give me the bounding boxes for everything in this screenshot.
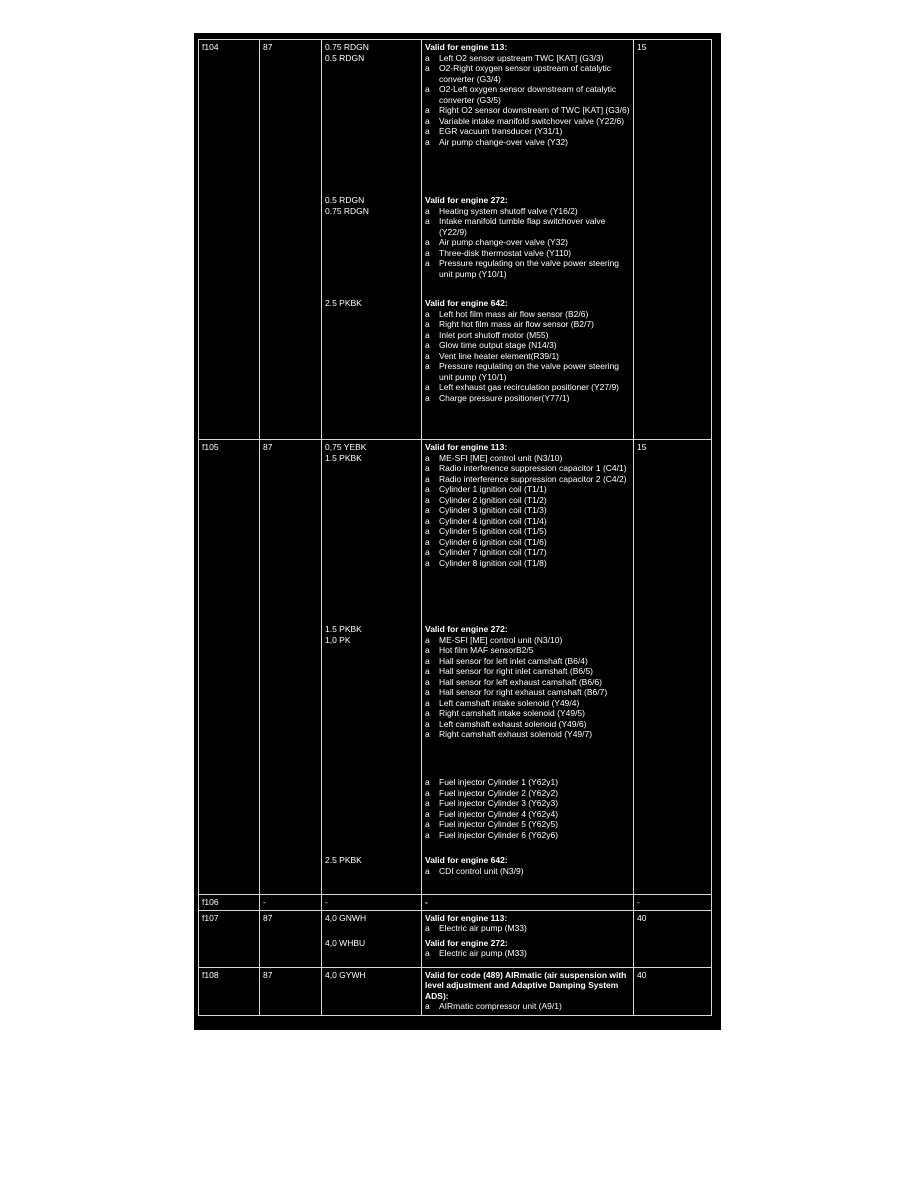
bullet-icon: a xyxy=(425,557,430,568)
bullet-icon: a xyxy=(425,308,430,319)
component-item xyxy=(425,923,630,934)
wire-group xyxy=(325,913,418,938)
bullet-icon: a xyxy=(425,136,430,147)
component-item xyxy=(425,474,630,485)
bullet-icon: a xyxy=(425,676,430,687)
component-text: Left exhaust gas recirculation positioner (Y27/9) xyxy=(439,382,620,392)
component-item xyxy=(425,635,630,646)
bullet-icon: a xyxy=(425,126,430,136)
group-header: Valid for engine 272: xyxy=(425,624,508,634)
group-header: Valid for code (489) AIRmatic (air suspension with level adjustment and Adaptive Damping System ADS): xyxy=(425,969,627,1001)
component-group xyxy=(425,970,630,1012)
component-list xyxy=(425,635,630,740)
bullet-icon: a xyxy=(425,329,430,340)
component-text: Inlet port shutoff motor (M55) xyxy=(439,329,549,340)
bullet-icon: a xyxy=(425,526,430,536)
component-item xyxy=(425,698,630,709)
fuse-table xyxy=(198,39,712,1016)
bullet-icon: a xyxy=(425,787,430,798)
bullet-icon: a xyxy=(425,452,430,463)
bullet-icon: a xyxy=(425,463,430,473)
component-text: Hall sensor for right inlet camshaft (B6/5) xyxy=(439,666,594,676)
component-item xyxy=(425,248,630,259)
component-item xyxy=(425,84,630,105)
component-item xyxy=(425,526,630,537)
bullet-icon: a xyxy=(425,382,430,392)
component-list xyxy=(425,453,630,569)
component-item xyxy=(425,777,630,788)
fuse-row xyxy=(199,440,712,895)
bullet-icon: a xyxy=(425,350,430,361)
component-item xyxy=(425,719,630,730)
description-cell xyxy=(422,440,634,895)
component-item xyxy=(425,361,630,382)
component-item xyxy=(425,463,630,474)
bullet-icon: a xyxy=(425,708,430,718)
group-header: Valid for engine 272: xyxy=(425,195,508,205)
bullet-icon: a xyxy=(425,923,430,933)
amperage-cell: 40 xyxy=(634,910,712,967)
component-list xyxy=(425,53,630,148)
component-text: Cylinder 3 ignition coil (T1/3) xyxy=(439,505,547,515)
wire-cell xyxy=(322,40,422,440)
component-item xyxy=(425,484,630,495)
group-header: Valid for engine 642: xyxy=(425,855,508,865)
component-item xyxy=(425,708,630,719)
wire-spec: 4,0 WHBU xyxy=(325,937,366,948)
bullet-icon: a xyxy=(425,655,430,666)
component-group xyxy=(425,938,630,959)
component-item xyxy=(425,206,630,217)
bullet-icon: a xyxy=(425,697,430,708)
component-text: Right O2 sensor downstream of TWC [KAT] (G3/6) xyxy=(439,105,630,115)
component-text: Cylinder 4 ignition coil (T1/4) xyxy=(439,515,547,526)
component-text: Fuel injector Cylinder 5 (Y62y5) xyxy=(439,819,559,829)
component-item xyxy=(425,105,630,116)
bullet-icon: a xyxy=(425,216,430,226)
component-text: Vent line heater element(R39/1) xyxy=(439,350,560,361)
bullet-icon: a xyxy=(425,808,430,819)
wire-group xyxy=(325,855,418,866)
bullet-icon: a xyxy=(425,205,430,216)
bullet-icon: a xyxy=(425,798,430,808)
fuse-id-cell: f106 xyxy=(199,895,260,911)
component-group xyxy=(425,897,630,908)
amperage-cell: - xyxy=(634,895,712,911)
component-item xyxy=(425,340,630,351)
fuse-id-cell: f104 xyxy=(199,40,260,440)
bullet-icon: a xyxy=(425,258,430,268)
component-list xyxy=(425,777,630,840)
bullet-icon: a xyxy=(425,247,430,258)
wire-cell xyxy=(322,440,422,895)
wire-spec: 4,0 GYWH xyxy=(325,969,366,980)
component-item xyxy=(425,495,630,506)
component-text: Right camshaft intake solenoid (Y49/5) xyxy=(439,708,585,718)
component-item xyxy=(425,656,630,667)
wire-spec: 0.5 RDGN xyxy=(325,52,365,63)
component-text: Left O2 sensor upstream TWC [KAT] (G3/3) xyxy=(439,52,604,63)
group-header: Valid for engine 113: xyxy=(425,912,508,923)
wire-spec: 0.75 RDGN xyxy=(325,42,369,52)
component-text: Cylinder 2 ignition coil (T1/2) xyxy=(439,494,547,505)
component-group xyxy=(425,777,630,855)
component-text: Cylinder 7 ignition coil (T1/7) xyxy=(439,547,547,557)
bullet-icon: a xyxy=(425,319,430,329)
bullet-icon: a xyxy=(425,948,430,958)
group-header: - xyxy=(425,897,428,907)
component-item xyxy=(425,505,630,516)
component-group xyxy=(425,298,630,403)
component-list xyxy=(425,866,630,877)
bullet-icon: a xyxy=(425,666,430,676)
component-item xyxy=(425,393,630,404)
component-item xyxy=(425,63,630,84)
component-text: O2-Left oxygen sensor downstream of catalytic converter (G3/5) xyxy=(439,84,617,105)
component-text: Radio interference suppression capacitor 1 (C4/1) xyxy=(439,463,627,473)
wire-group xyxy=(325,195,418,298)
component-text: AIRmatic compressor unit (A9/1) xyxy=(439,1001,562,1011)
bullet-icon: a xyxy=(425,494,430,505)
fuse-row xyxy=(199,895,712,911)
description-cell xyxy=(422,967,634,1015)
bullet-icon: a xyxy=(425,115,430,126)
fuse-row xyxy=(199,40,712,440)
component-list xyxy=(425,206,630,280)
component-text: EGR vacuum transducer (Y31/1) xyxy=(439,126,563,136)
component-text: Radio interference suppression capacitor 2 (C4/2) xyxy=(439,473,627,484)
amperage-cell: 15 xyxy=(634,40,712,440)
component-text: Intake manifold tumble flap switchover valve (Y22/9) xyxy=(439,216,606,237)
component-text: Hall sensor for right exhaust camshaft (B6/7) xyxy=(439,687,608,697)
component-text: Cylinder 8 ignition coil (T1/8) xyxy=(439,557,547,568)
group-header: Valid for engine 272: xyxy=(425,937,508,948)
component-item xyxy=(425,537,630,548)
component-list xyxy=(425,309,630,404)
component-text: Right camshaft exhaust solenoid (Y49/7) xyxy=(439,729,593,739)
component-text: O2-Right oxygen sensor upstream of catalytic converter (G3/4) xyxy=(439,63,611,84)
component-item xyxy=(425,453,630,464)
terminal-cell: 87 xyxy=(260,40,322,440)
bullet-icon: a xyxy=(425,634,430,645)
component-item xyxy=(425,516,630,527)
wire-spec: 0,75 YEBK xyxy=(325,442,367,452)
fuse-id-cell: f105 xyxy=(199,440,260,895)
component-text: CDI control unit (N3/9) xyxy=(439,865,524,876)
component-text: Hot film MAF sensorB2/5 xyxy=(439,645,534,655)
component-text: ME-SFI [ME] control unit (N3/10) xyxy=(439,634,563,645)
component-item xyxy=(425,645,630,656)
bullet-icon: a xyxy=(425,392,430,403)
group-header: Valid for engine 642: xyxy=(425,298,508,308)
bullet-icon: a xyxy=(425,484,430,494)
component-group xyxy=(425,195,630,298)
component-text: Cylinder 5 ignition coil (T1/5) xyxy=(439,526,547,536)
component-text: ME-SFI [ME] control unit (N3/10) xyxy=(439,452,563,463)
component-item xyxy=(425,819,630,830)
bullet-icon: a xyxy=(425,63,430,73)
component-item xyxy=(425,948,630,959)
wire-spec: 1,0 PK xyxy=(325,634,351,645)
component-item xyxy=(425,116,630,127)
group-header: Valid for engine 113: xyxy=(425,442,508,452)
bullet-icon: a xyxy=(425,1001,430,1011)
description-cell xyxy=(422,910,634,967)
component-item xyxy=(425,677,630,688)
component-item xyxy=(425,53,630,64)
wire-group xyxy=(325,624,418,777)
description-cell xyxy=(422,895,634,911)
wire-spec: 4,0 GNWH xyxy=(325,912,367,923)
component-text: Variable intake manifold switchover valve (Y22/6) xyxy=(439,115,625,126)
bullet-icon: a xyxy=(425,819,430,829)
wire-group xyxy=(325,298,418,309)
component-list xyxy=(425,948,630,959)
component-text: Left camshaft intake solenoid (Y49/4) xyxy=(439,697,580,708)
component-text: Left camshaft exhaust solenoid (Y49/6) xyxy=(439,718,587,729)
component-item xyxy=(425,351,630,362)
component-item xyxy=(425,788,630,799)
wire-group xyxy=(325,42,418,195)
component-group xyxy=(425,624,630,777)
component-text: Fuel injector Cylinder 2 (Y62y2) xyxy=(439,787,559,798)
terminal-cell: 87 xyxy=(260,440,322,895)
component-text: Cylinder 6 ignition coil (T1/6) xyxy=(439,536,547,547)
component-group xyxy=(425,42,630,195)
description-cell xyxy=(422,40,634,440)
bullet-icon: a xyxy=(425,237,430,247)
fuse-row xyxy=(199,910,712,967)
component-text: Right hot film mass air flow sensor (B2/7) xyxy=(439,319,594,329)
component-item xyxy=(425,382,630,393)
bullet-icon: a xyxy=(425,105,430,115)
component-text: Fuel injector Cylinder 4 (Y62y4) xyxy=(439,808,559,819)
amperage-cell: 15 xyxy=(634,440,712,895)
component-item xyxy=(425,137,630,148)
component-item xyxy=(425,319,630,330)
wire-group xyxy=(325,970,418,981)
component-text: Air pump change-over valve (Y32) xyxy=(439,136,568,147)
component-text: Air pump change-over valve (Y32) xyxy=(439,237,568,247)
component-text: Electric air pump (M33) xyxy=(439,948,527,958)
fuse-id-cell: f108 xyxy=(199,967,260,1015)
terminal-cell: 87 xyxy=(260,967,322,1015)
component-text: Electric air pump (M33) xyxy=(439,923,527,933)
component-text: Pressure regulating on the valve power steering unit pump (Y10/1) xyxy=(439,258,620,279)
wire-group xyxy=(325,938,418,949)
component-item xyxy=(425,330,630,341)
wire-spec: 1.5 PKBK xyxy=(325,452,362,463)
bullet-icon: a xyxy=(425,829,430,840)
component-item xyxy=(425,237,630,248)
wire-group xyxy=(325,777,418,855)
bullet-icon: a xyxy=(425,718,430,729)
component-item xyxy=(425,258,630,279)
fuse-id-cell: f107 xyxy=(199,910,260,967)
bullet-icon: a xyxy=(425,84,430,94)
fuse-row xyxy=(199,967,712,1015)
bullet-icon: a xyxy=(425,536,430,547)
wire-group xyxy=(325,897,418,908)
bullet-icon: a xyxy=(425,505,430,515)
component-text: Fuel injector Cylinder 6 (Y62y6) xyxy=(439,829,559,840)
wire-cell xyxy=(322,895,422,911)
component-item xyxy=(425,547,630,558)
wire-group xyxy=(325,442,418,624)
component-item xyxy=(425,830,630,841)
bullet-icon: a xyxy=(425,340,430,350)
component-text: Charge pressure positioner(Y77/1) xyxy=(439,392,570,403)
wire-spec: - xyxy=(325,897,328,907)
wire-cell xyxy=(322,910,422,967)
wire-spec: 1.5 PKBK xyxy=(325,624,362,634)
wire-spec: 0.5 RDGN xyxy=(325,195,365,205)
component-text: Cylinder 1 ignition coil (T1/1) xyxy=(439,484,547,494)
bullet-icon: a xyxy=(425,515,430,526)
component-text: Three-disk thermostat valve (Y110) xyxy=(439,247,572,258)
component-item xyxy=(425,866,630,877)
group-header: Valid for engine 113: xyxy=(425,42,508,52)
bullet-icon: a xyxy=(425,729,430,739)
bullet-icon: a xyxy=(425,547,430,557)
component-item xyxy=(425,798,630,809)
fuse-table-body xyxy=(199,40,712,1016)
component-list xyxy=(425,923,630,934)
wire-spec: 0.75 RDGN xyxy=(325,205,369,216)
component-item xyxy=(425,558,630,569)
component-item xyxy=(425,729,630,740)
component-group xyxy=(425,913,630,938)
bullet-icon: a xyxy=(425,52,430,63)
bullet-icon: a xyxy=(425,361,430,371)
terminal-cell: 87 xyxy=(260,910,322,967)
fuse-table-panel xyxy=(194,33,721,1030)
component-text: Glow time output stage (N14/3) xyxy=(439,340,557,350)
wire-spec: 2.5 PKBK xyxy=(325,855,362,865)
component-item xyxy=(425,666,630,677)
component-item xyxy=(425,309,630,320)
component-item xyxy=(425,216,630,237)
bullet-icon: a xyxy=(425,777,430,787)
component-text: Fuel injector Cylinder 1 (Y62y1) xyxy=(439,777,559,787)
component-text: Heating system shutoff valve (Y16/2) xyxy=(439,205,578,216)
amperage-cell: 40 xyxy=(634,967,712,1015)
wire-spec: 2.5 PKBK xyxy=(325,298,362,308)
component-text: Left hot film mass air flow sensor (B2/6) xyxy=(439,308,589,319)
component-item xyxy=(425,126,630,137)
bullet-icon: a xyxy=(425,645,430,655)
component-group xyxy=(425,442,630,624)
component-item xyxy=(425,809,630,820)
bullet-icon: a xyxy=(425,473,430,484)
component-text: Hall sensor for left exhaust camshaft (B6/6) xyxy=(439,676,602,687)
bullet-icon: a xyxy=(425,865,430,876)
component-text: Pressure regulating on the valve power steering unit pump (Y10/1) xyxy=(439,361,620,382)
component-list xyxy=(425,1001,630,1012)
component-text: Fuel injector Cylinder 3 (Y62y3) xyxy=(439,798,559,808)
wire-cell xyxy=(322,967,422,1015)
bullet-icon: a xyxy=(425,687,430,697)
component-text: Hall sensor for left inlet camshaft (B6/4) xyxy=(439,655,588,666)
terminal-cell: - xyxy=(260,895,322,911)
component-item xyxy=(425,1001,630,1012)
component-item xyxy=(425,687,630,698)
component-group xyxy=(425,855,630,876)
